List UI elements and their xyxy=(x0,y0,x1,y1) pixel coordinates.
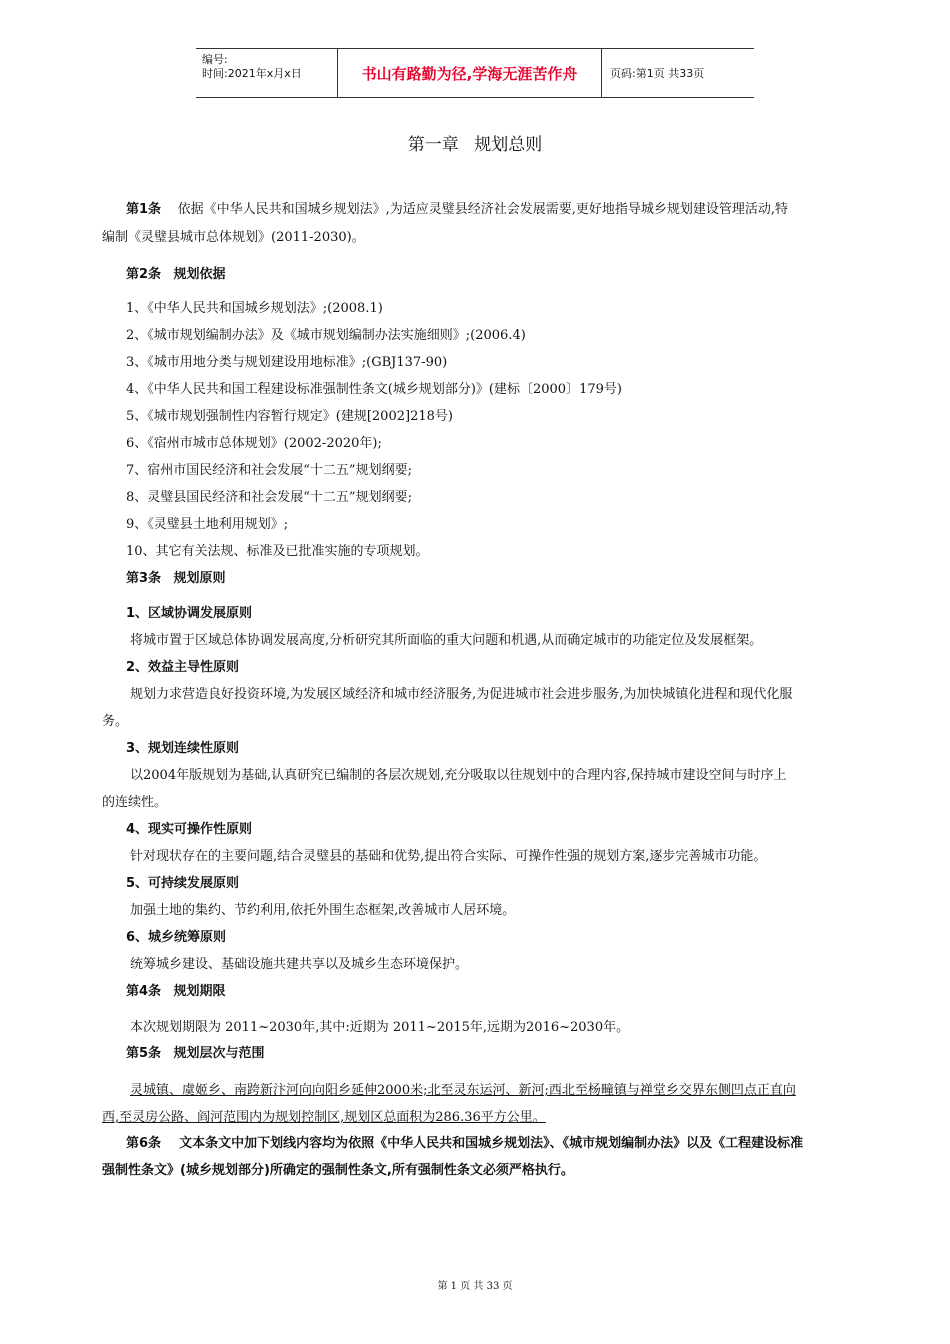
basis-item: 4、《中华人民共和国工程建设标准强制性条文(城乡规划部分)》(建标〔2000〕179号) xyxy=(126,382,622,397)
principle-title: 5、可持续发展原则 xyxy=(126,876,240,891)
article-4-heading: 第4条 规划期限 xyxy=(126,984,226,999)
article-5-text: 西,至灵房公路、阎河范围内为规划控制区,规划区总面积为286.36平方公里。 xyxy=(102,1110,546,1125)
page-header xyxy=(196,48,754,98)
basis-item: 6、《宿州市城市总体规划》(2002-2020年); xyxy=(126,436,382,451)
article-6-line-2: 强制性条文》(城乡规划部分)所确定的强制性条文,所有强制性条文必须严格执行。 xyxy=(102,1163,574,1178)
chapter-number: 第一章 xyxy=(407,135,459,155)
header-page-info: 页码:第1页 共33页 xyxy=(610,67,705,80)
article-5-heading: 第5条 规划层次与范围 xyxy=(126,1046,265,1061)
basis-item: 2、《城市规划编制办法》及《城市规划编制办法实施细则》;(2006.4) xyxy=(126,328,526,343)
basis-item: 5、《城市规划强制性内容暂行规定》(建规[2002]218号) xyxy=(126,409,453,424)
principle-text: 以2004年版规划为基础,认真研究已编制的各层次规划,充分吸取以往规划中的合理内容,保持城市建设空间与时序上 xyxy=(130,768,787,783)
basis-item: 8、灵璧县国民经济和社会发展“十二五”规划纲要; xyxy=(126,490,412,505)
principle-text: 务。 xyxy=(102,714,129,729)
article-1-label: 第1条 xyxy=(126,202,162,217)
time-label: 时间:2021年x月x日 xyxy=(202,67,302,80)
principle-text: 统筹城乡建设、基础设施共建共享以及城乡生态环境保护。 xyxy=(130,957,469,972)
principle-title: 4、现实可操作性原则 xyxy=(126,822,253,837)
principle-text: 规划力求营造良好投资环境,为发展区域经济和城市经济服务,为促进城市社会进步服务,为加快城镇化进程和现代化服 xyxy=(130,687,793,702)
article-4-text: 本次规划期限为 2011~2030年,其中:近期为 2011~2015年,远期为2016~2030年。 xyxy=(130,1020,630,1035)
article-1-line-2: 编制《灵璧县城市总体规划》(2011-2030)。 xyxy=(102,230,365,245)
article-1-line-1: 第1条 依据《中华人民共和国城乡规划法》,为适应灵璧县经济社会发展需要,更好地指导城乡规划建设管理活动,特 xyxy=(126,202,788,217)
article-3-heading: 第3条 规划原则 xyxy=(126,571,226,586)
principle-title: 1、区域协调发展原则 xyxy=(126,606,253,621)
page-footer: 第 1 页 共 33 页 xyxy=(437,1281,513,1292)
principle-title: 2、效益主导性原则 xyxy=(126,660,240,675)
principle-text: 将城市置于区域总体协调发展高度,分析研究其所面临的重大问题和机遇,从而确定城市的功能定位及发展框架。 xyxy=(130,633,763,648)
principle-text: 针对现状存在的主要问题,结合灵璧县的基础和优势,提出符合实际、可操作性强的规划方案,逐步完善城市功能。 xyxy=(130,849,767,864)
principle-text: 的连续性。 xyxy=(102,795,168,810)
principle-title: 6、城乡统筹原则 xyxy=(126,930,227,945)
article-2-heading: 第2条 规划依据 xyxy=(126,267,226,282)
chapter-name: 规划总则 xyxy=(474,135,543,155)
principle-title: 3、规划连续性原则 xyxy=(126,741,240,756)
basis-item: 1、《中华人民共和国城乡规划法》;(2008.1) xyxy=(126,301,383,316)
code-label: 编号: xyxy=(202,53,228,66)
article-6-line-1: 第6条 文本条文中加下划线内容均为依照《中华人民共和国城乡规划法》、《城市规划编制办法》以及《工程建设标准 xyxy=(126,1136,804,1151)
basis-item: 9、《灵璧县土地利用规划》; xyxy=(126,517,289,532)
chapter-title xyxy=(0,130,950,155)
article-5-text: 灵城镇、虞姬乡、南跨新汴河向向阳乡延伸2000米;北至灵东运河、新河;西北至杨疃镇与禅堂乡交界东侧凹点正直向 xyxy=(130,1083,796,1098)
header-meta xyxy=(196,49,338,97)
basis-item: 10、其它有关法规、标准及已批准实施的专项规划。 xyxy=(126,544,429,559)
principle-text: 加强土地的集约、节约利用,依托外围生态框架,改善城市人居环境。 xyxy=(130,903,516,918)
header-motto: 书山有路勤为径,学海无涯苦作舟 xyxy=(338,49,602,97)
basis-item: 7、宿州市国民经济和社会发展“十二五”规划纲要; xyxy=(126,463,412,478)
basis-item: 3、《城市用地分类与规划建设用地标准》;(GBJ137-90) xyxy=(126,355,448,370)
